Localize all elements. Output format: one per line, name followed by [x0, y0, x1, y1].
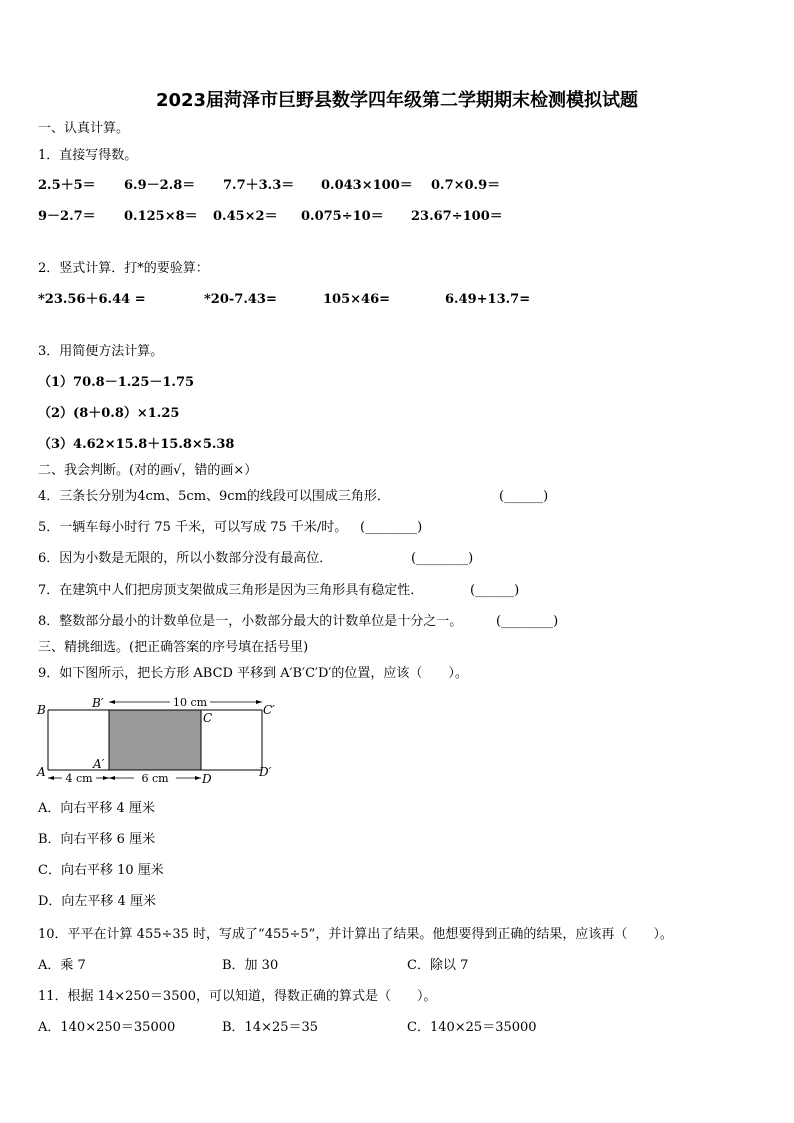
calc-item: 7.7＋3.3＝ [223, 178, 295, 193]
option-item[interactable]: C．140×25＝35000 [407, 1020, 537, 1035]
calc-item: *23.56＋6.44 = [38, 292, 146, 307]
dim-10cm: 10 cm [172, 696, 208, 709]
option-item[interactable]: C．除以 7 [407, 958, 469, 973]
calc-item: 0.043×100＝ [321, 178, 413, 193]
answer-blank[interactable]: (________) [496, 614, 559, 629]
label-A-prime: A′ [93, 757, 105, 771]
answer-blank[interactable]: (________) [360, 520, 423, 535]
section-heading-1: 一、认真计算。 [38, 121, 130, 136]
calc-item: （1）70.8－1.25－1.75 [38, 375, 195, 390]
calc-item: （2）(8＋0.8）×1.25 [38, 406, 180, 421]
option-item[interactable]: C．向右平移 10 厘米 [38, 863, 164, 878]
calc-item: 23.67÷100＝ [411, 209, 503, 224]
label-B-prime: B′ [92, 696, 104, 710]
option-item[interactable]: A．乘 7 [38, 958, 86, 973]
dim-6cm: 6 cm [141, 772, 169, 785]
option-item[interactable]: A．向右平移 4 厘米 [38, 801, 155, 816]
label-A: A [37, 765, 46, 779]
calc-item: 9－2.7＝ [38, 209, 96, 224]
q2-label: 2．竖式计算．打*的要验算： [38, 261, 209, 276]
judge-question: 8．整数部分最小的计数单位是一，小数部分最大的计数单位是十分之一。 [38, 614, 463, 629]
judge-question: 7．在建筑中人们把房顶支架做成三角形是因为三角形具有稳定性． [38, 583, 424, 598]
answer-blank[interactable]: (______) [499, 489, 549, 504]
arrow-left-icon [48, 776, 54, 780]
label-C: C [203, 711, 213, 725]
q3-label: 3．用简便方法计算。 [38, 344, 164, 359]
calc-item: 6.49+13.7= [445, 292, 531, 307]
option-item[interactable]: B．14×25＝35 [222, 1020, 319, 1035]
calc-item: 0.7×0.9＝ [431, 178, 501, 193]
judge-question: 5．一辆车每小时行 75 千米，可以写成 75 千米/时。 [38, 520, 348, 535]
calc-item: 0.075÷10＝ [301, 209, 384, 224]
q9-text: 9．如下图所示，把长方形 ABCD 平移到 A′B′C′D′的位置，应该（ ）。 [38, 666, 468, 681]
arrow-left-icon [109, 776, 115, 780]
calc-item: 0.45×2＝ [213, 209, 278, 224]
section-heading-2: 二、我会判断。(对的画√，错的画×） [38, 463, 258, 478]
calc-item: （3）4.62×15.8＋15.8×5.38 [38, 437, 235, 452]
page-title: 2023届菏泽市巨野县数学四年级第二学期期末检测模拟试题 [155, 90, 639, 111]
q10-text: 10．平平在计算 455÷35 时，写成了“455÷5”，并计算出了结果。他想要得到正确的结果，应该再（ ）。 [38, 927, 673, 942]
q1-label: 1．直接写得数。 [38, 148, 138, 163]
label-B: B [37, 703, 46, 717]
calc-item: 0.125×8＝ [124, 209, 198, 224]
arrow-right-icon [103, 776, 109, 780]
option-item[interactable]: D．向左平移 4 厘米 [38, 894, 156, 909]
answer-blank[interactable]: (________) [411, 551, 474, 566]
translation-figure [34, 694, 284, 790]
calc-item: *20-7.43= [204, 292, 277, 307]
arrow-right-icon [256, 700, 262, 704]
label-D-prime: D′ [259, 765, 272, 779]
judge-question: 4．三条长分别为4cm、5cm、9cm的线段可以围成三角形． [38, 489, 390, 504]
calc-item: 105×46= [323, 292, 391, 307]
calc-item: 6.9－2.8＝ [124, 178, 196, 193]
arrow-right-icon [195, 776, 201, 780]
q11-text: 11．根据 14×250＝3500，可以知道，得数正确的算式是（ ）。 [38, 989, 437, 1004]
calc-item: 2.5＋5＝ [38, 178, 96, 193]
option-item[interactable]: A．140×250＝35000 [38, 1020, 176, 1035]
label-C-prime: C′ [263, 703, 275, 717]
option-item[interactable]: B．向右平移 6 厘米 [38, 832, 156, 847]
section-heading-3: 三、精挑细选。(把正确答案的序号填在括号里) [38, 640, 309, 655]
option-item[interactable]: B．加 30 [222, 958, 279, 973]
label-D: D [202, 772, 212, 786]
dim-4cm: 4 cm [65, 772, 93, 785]
arrow-left-icon [109, 700, 115, 704]
answer-blank[interactable]: (______) [470, 583, 520, 598]
shaded-rectangle [109, 710, 201, 770]
judge-question: 6．因为小数是无限的，所以小数部分没有最高位． [38, 551, 333, 566]
